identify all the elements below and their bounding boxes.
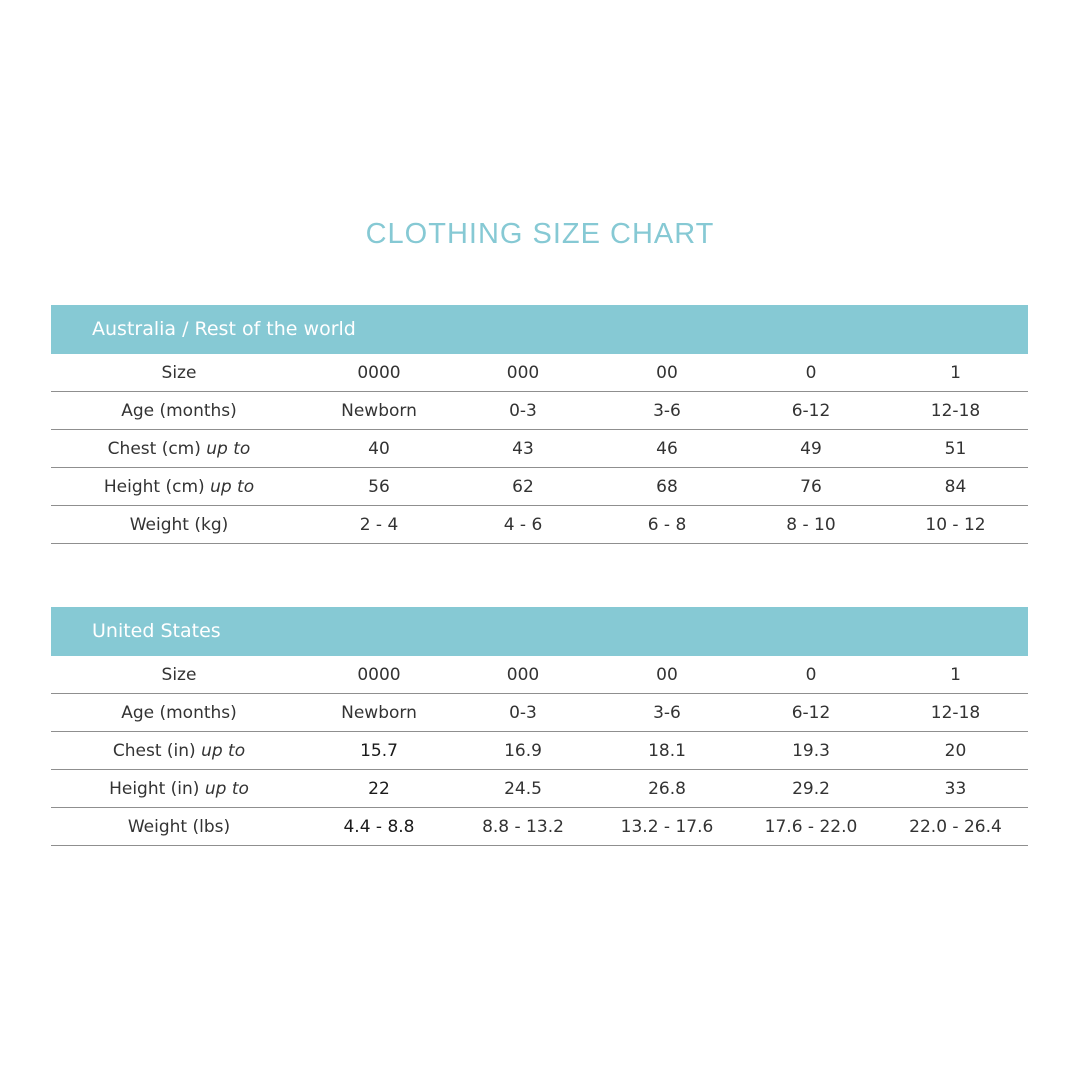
table-cell: 33: [944, 778, 967, 799]
page-title: CLOTHING SIZE CHART: [365, 218, 715, 250]
table-cell: 6 - 8: [647, 514, 687, 535]
table-cell: Newborn: [341, 702, 417, 723]
table-cell: 18.1: [648, 740, 686, 761]
table-cell: 0-3: [509, 702, 537, 723]
table-cell: 40: [368, 438, 390, 459]
row-label-cell: [51, 703, 307, 723]
table-cell: 62: [512, 476, 534, 497]
table-cell: 00: [656, 362, 678, 383]
table-cell: 26.8: [648, 778, 686, 799]
table-cell: 12-18: [930, 702, 981, 723]
table-cell: 19.3: [792, 740, 830, 761]
table-cell: 0: [805, 362, 817, 383]
table-cell: 13.2 - 17.6: [620, 816, 714, 837]
table-cell: 2 - 4: [359, 514, 399, 535]
table-row: [51, 808, 1028, 846]
table-cell: 29.2: [792, 778, 830, 799]
row-label: Chest (in): [112, 740, 202, 761]
table-row: [51, 770, 1028, 808]
row-label: Size: [161, 362, 197, 383]
table-cell: 3-6: [653, 702, 681, 723]
table-cell: 20: [944, 740, 967, 761]
table-cell: 16.9: [504, 740, 542, 761]
table-cell: 68: [656, 476, 678, 497]
table-cell: 00: [656, 664, 678, 685]
row-label: Height (in): [109, 778, 205, 799]
table-cell: 22: [368, 778, 390, 799]
row-label-cell: [51, 779, 307, 799]
table-cell: Newborn: [341, 400, 417, 421]
table-cell: 6-12: [791, 400, 831, 421]
size-table-united-states: [51, 607, 1028, 846]
table-cell: 8.8 - 13.2: [482, 816, 564, 837]
table-cell: 6-12: [791, 702, 831, 723]
table-cell: 22.0 - 26.4: [909, 816, 1002, 837]
table-row: [51, 468, 1028, 506]
table-cell: 76: [800, 476, 822, 497]
table-cell: 84: [944, 476, 967, 497]
row-label-cell: [51, 817, 307, 837]
table-cell: 000: [506, 362, 540, 383]
row-label-cell: [51, 477, 307, 497]
table-cell: 43: [512, 438, 534, 459]
table-cell: 8 - 10: [786, 514, 836, 535]
row-label-qualifier: up to: [206, 438, 251, 459]
table-row: [51, 392, 1028, 430]
row-label-cell: [51, 401, 307, 421]
table-cell: 1: [950, 664, 961, 685]
table-cell: 56: [368, 476, 390, 497]
row-label-qualifier: up to: [210, 476, 255, 497]
table-cell: 24.5: [504, 778, 542, 799]
table-cell: 000: [506, 664, 540, 685]
table-cell: 12-18: [930, 400, 981, 421]
table-cell: 17.6 - 22.0: [764, 816, 858, 837]
table-cell: 46: [656, 438, 678, 459]
table-cell: 0-3: [509, 400, 537, 421]
table-cell: 4 - 6: [503, 514, 543, 535]
row-label: Age (months): [121, 702, 237, 723]
table-cell: 0000: [357, 664, 401, 685]
row-label: Size: [161, 664, 197, 685]
row-label-qualifier: up to: [201, 740, 246, 761]
table-heading: Australia / Rest of the world: [51, 305, 1028, 354]
table-cell: 15.7: [360, 740, 398, 761]
row-label: Chest (cm): [107, 438, 207, 459]
table-cell: 1: [950, 362, 961, 383]
table-cell: 3-6: [653, 400, 681, 421]
row-label-qualifier: up to: [204, 778, 249, 799]
table-cell: 51: [944, 438, 967, 459]
row-label: Weight (lbs): [127, 816, 231, 837]
table-cell: 4.4 - 8.8: [343, 816, 415, 837]
row-label-cell: [51, 515, 307, 535]
row-label-cell: [51, 665, 307, 685]
row-label-cell: [51, 363, 307, 383]
size-table-australia: [51, 305, 1028, 544]
table-row: [51, 506, 1028, 544]
table-cell: 0000: [357, 362, 401, 383]
row-label: Age (months): [121, 400, 237, 421]
row-label-cell: [51, 439, 307, 459]
row-label-cell: [51, 741, 307, 761]
table-cell: 0: [805, 664, 817, 685]
table-heading: United States: [51, 607, 1028, 656]
row-label: Height (cm): [103, 476, 211, 497]
table-cell: 10 - 12: [925, 514, 986, 535]
table-row: [51, 656, 1028, 694]
table-row: [51, 430, 1028, 468]
table-row: [51, 354, 1028, 392]
table-row: [51, 732, 1028, 770]
table-row: [51, 694, 1028, 732]
row-label: Weight (kg): [129, 514, 229, 535]
table-cell: 49: [800, 438, 822, 459]
